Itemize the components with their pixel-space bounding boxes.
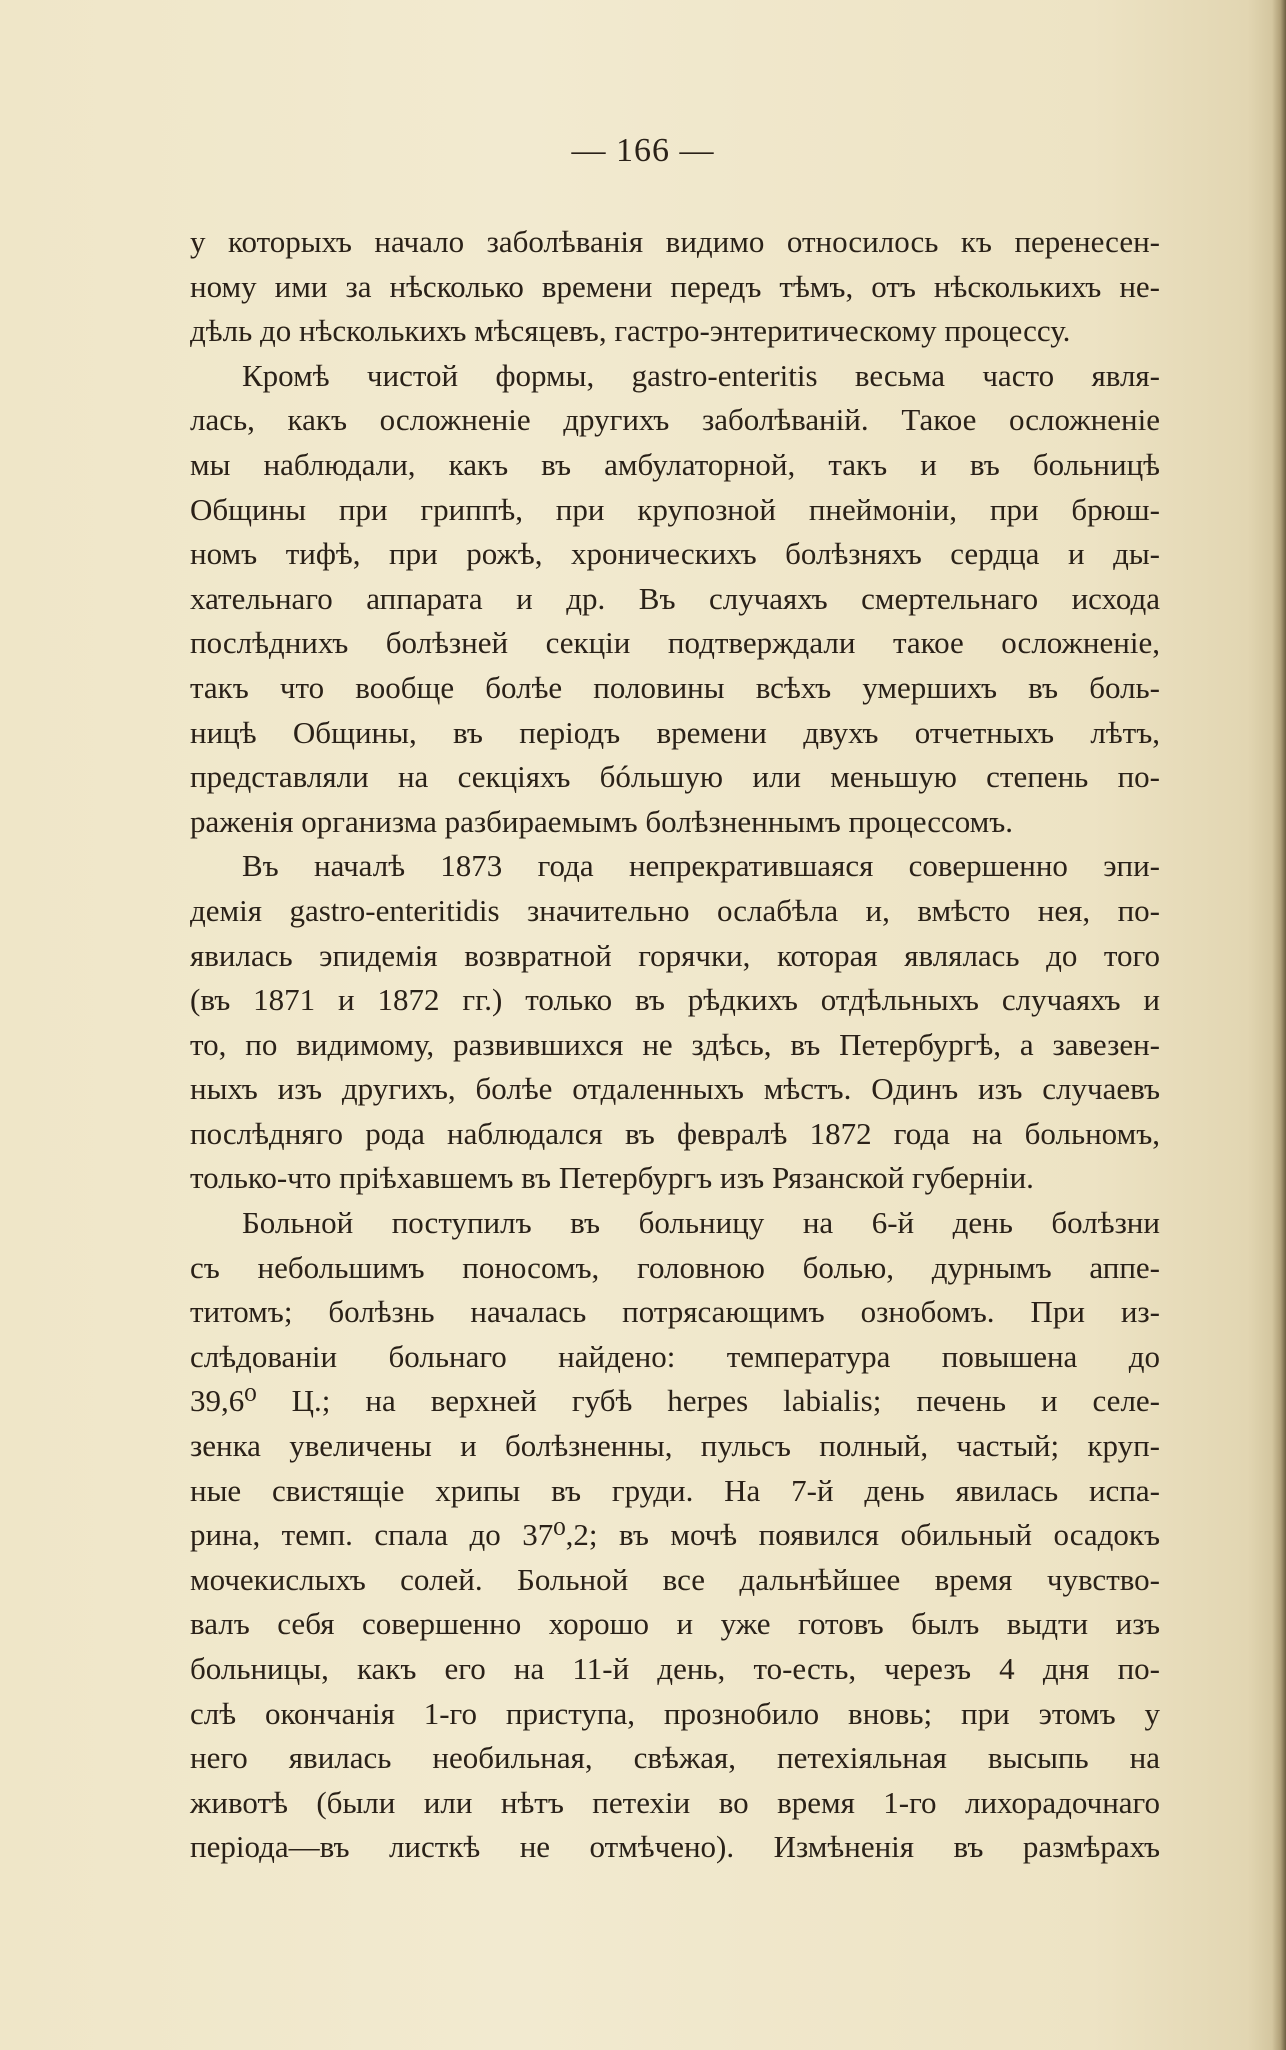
text-line: у которыхъ начало заболѣванія видимо относилось къ перенесен- xyxy=(190,224,1160,259)
text-line: демія gastro-enteritidis значительно ослабѣла и, вмѣсто нея, по- xyxy=(190,892,1160,928)
text-line: номъ тифѣ, при рожѣ, хроническихъ болѣзняхъ сердца и ды- xyxy=(190,536,1160,572)
text-line: ному ими за нѣсколько времени передъ тѣмъ, отъ нѣсколькихъ не- xyxy=(190,268,1160,304)
text-line: ныхъ изъ другихъ, болѣе отдаленныхъ мѣстъ. Одинъ изъ случаевъ xyxy=(190,1071,1160,1107)
text-line: рина, темп. спала до 37⁰,2; въ мочѣ появился обильный осадокъ xyxy=(190,1517,1160,1553)
text-line: слѣдованіи больнаго найдено: температура повышена до xyxy=(190,1338,1160,1374)
text-line: дѣль до нѣсколькихъ мѣсяцевъ, гастро-энтеритическому процессу. xyxy=(190,313,1071,349)
text-line: него явилась необильная, свѣжая, петехіяльная высыпь на xyxy=(190,1740,1160,1776)
text-line: только-что пріѣхавшемъ въ Петербургъ изъ Рязанской губерніи. xyxy=(190,1160,1034,1196)
text-line: раженія организма разбираемымъ болѣзненнымъ процессомъ. xyxy=(190,803,1014,839)
text-line: больницы, какъ его на 11-й день, то-есть, черезъ 4 дня по- xyxy=(190,1651,1160,1686)
text-line: ницѣ Общины, въ періодъ времени двухъ отчетныхъ лѣтъ, xyxy=(190,714,1160,750)
page-number: — 166 — xyxy=(571,132,715,169)
text-line: зенка увеличены и болѣзненны, пульсъ полный, частый; круп- xyxy=(190,1428,1160,1464)
text-line: представляли на секціяхъ бóльшую или меньшую степень по- xyxy=(190,759,1160,795)
text-line: то, по видимому, развившихся не здѣсь, въ Петербургѣ, а завезен- xyxy=(190,1026,1160,1062)
text-line: титомъ; болѣзнь началась потрясающимъ ознобомъ. При из- xyxy=(190,1294,1160,1330)
text-line: мы наблюдали, какъ въ амбулаторной, такъ и въ больницѣ xyxy=(190,446,1160,482)
page-edge-shadow xyxy=(1272,0,1286,2050)
text-line: явилась эпидемія возвратной горячки, которая являлась до того xyxy=(190,937,1160,973)
text-line: Кромѣ чистой формы, gastro-enteritis весьма часто явля- xyxy=(242,357,1160,393)
text-line: съ небольшимъ поносомъ, головною болью, дурнымъ аппе- xyxy=(190,1249,1160,1285)
text-line: животѣ (были или нѣтъ петехіи во время 1-го лихорадочнаго xyxy=(190,1784,1160,1820)
text-line: Общины при гриппѣ, при крупозной пнеймоніи, при брюш- xyxy=(190,491,1160,527)
text-line: ные свистящіе хрипы въ груди. На 7-й день явилась испа- xyxy=(190,1472,1160,1508)
text-line: періода—въ листкѣ не отмѣчено). Измѣненія въ размѣрахъ xyxy=(190,1829,1160,1865)
text-line: Больной поступилъ въ больницу на 6-й день болѣзни xyxy=(242,1205,1160,1241)
text-line: такъ что вообще болѣе половины всѣхъ умершихъ въ боль- xyxy=(190,669,1160,705)
text-line: валъ себя совершенно хорошо и уже готовъ былъ выдти изъ xyxy=(190,1606,1160,1642)
text-line: (въ 1871 и 1872 гг.) только въ рѣдкихъ отдѣльныхъ случаяхъ и xyxy=(190,982,1160,1018)
body-text xyxy=(190,220,1160,1870)
text-line: послѣдняго рода наблюдался въ февралѣ 1872 года на больномъ, xyxy=(190,1115,1160,1151)
text-line: мочекислыхъ солей. Больной все дальнѣйшее время чувство- xyxy=(190,1561,1160,1597)
text-line: 39,6⁰ Ц.; на верхней губѣ herpes labialis; печень и селе- xyxy=(190,1383,1160,1419)
text-line: Въ началѣ 1873 года непрекратившаяся совершенно эпи- xyxy=(242,848,1160,884)
text-line: хательнаго аппарата и др. Въ случаяхъ смертельнаго исхода xyxy=(190,580,1160,616)
text-line: послѣднихъ болѣзней секціи подтверждали такое осложненіе, xyxy=(190,625,1160,661)
text-line: слѣ окончанія 1-го приступа, прознобило вновь; при этомъ у xyxy=(190,1695,1160,1731)
text-line: лась, какъ осложненіе другихъ заболѣваній. Такое осложненіе xyxy=(190,402,1160,438)
